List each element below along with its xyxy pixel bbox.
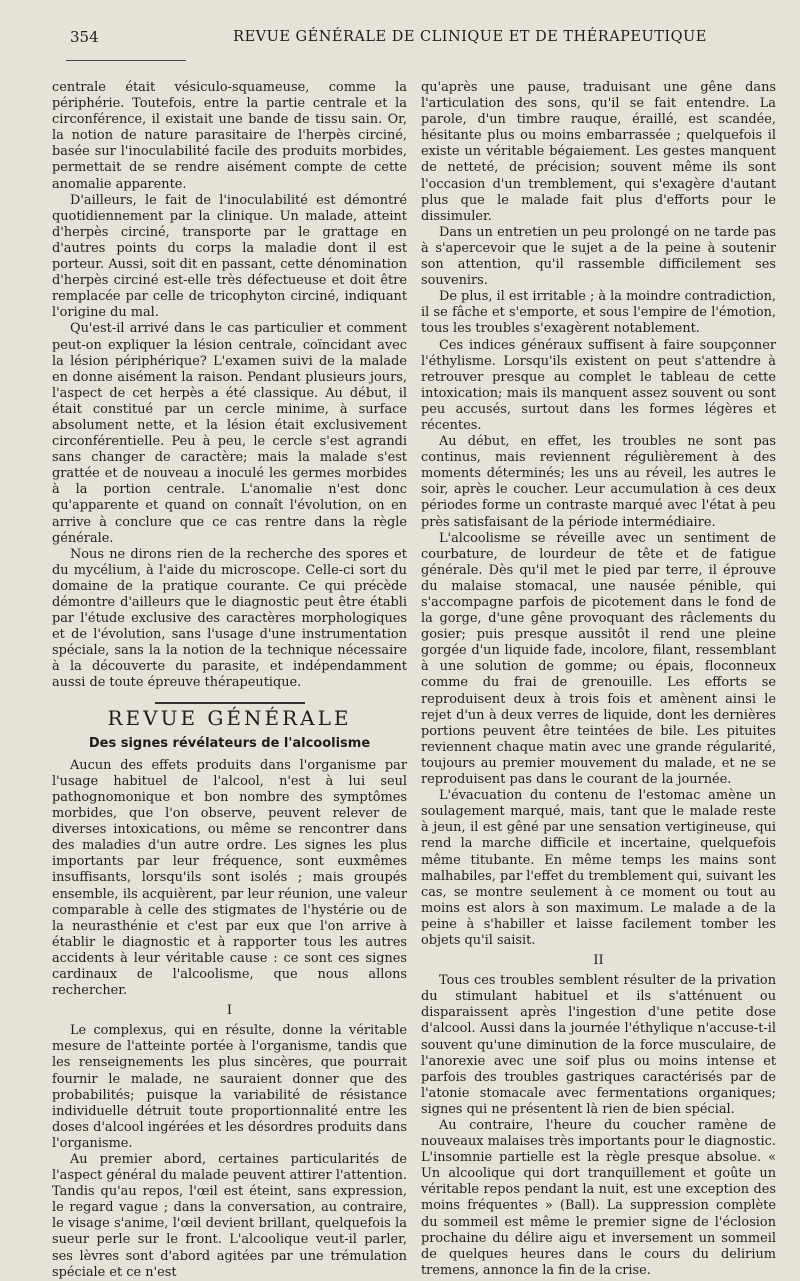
paragraph: Au premier abord, certaines particularités de l'aspect général du malade peuvent attirer l'attention. Tandis qu'au repos, l'œil est éteint, sans expression, le regard vague ; dans la conversation, au contraire, le visage s'anime, l'œil devient brillant, quelquefois la sueur perle sur le front. L'alcoolique veut-il parler, ses lèvres sont d'abord agitées par une trémulation spéciale et ce n'est: [52, 1152, 407, 1280]
paragraph: L'évacuation du contenu de l'estomac amène un soulagement marqué, mais, tant que le malade reste à jeun, il est gêné par une sensation vertigineuse, qui rend la marche difficile et incertaine, quelquefois même titubante. En même temps les mains sont malhabiles, par l'effet du tremblement qui, suivant les cas, se montre seulement à ce moment ou tout au moins est alors à son maximum. Le malade a de la peine à s'habiller et laisse facilement tomber les objets qu'il saisit.: [421, 788, 776, 948]
right-column: [421, 80, 776, 1278]
page-number: 354: [70, 28, 99, 46]
paragraph: qu'après une pause, traduisant une gêne dans l'articulation des sons, qu'il se fait entendre. La parole, d'un timbre rauque, éraillé, est scandée, hésitante plus ou moins embarrassée ; quelquefois il existe un véritable bégaiement. Les gestes manquent de netteté, de précision; souvent même ils sont l'occasion d'un tremblement, qui s'exagère d'autant plus que le malade fait plus d'efforts pour le dissimuler.: [421, 80, 776, 224]
text-columns: [52, 80, 776, 1280]
paragraph: Le complexus, qui en résulte, donne la véritable mesure de l'atteinte portée à l'organisme, tandis que les renseignements les plus sincères, que pourrait fournir le malade, ne sauraient donner que des probabilités; puisque la variabilité de résistance individuelle détruit toute proportionnalité entre les doses d'alcool ingérées et les désordres produits dans l'organisme.: [52, 1023, 407, 1151]
section-divider: [155, 702, 305, 704]
page-header: [52, 26, 778, 52]
paragraph: centrale était vésiculo-squameuse, comme la périphérie. Toutefois, entre la partie centrale et la circonférence, il existait une bande de tissu sain. Or, la notion de nature parasitaire de l'herpès circiné, basée sur l'inoculabilité facile des produits morbides, permettait de se rendre aisément compte de cette anomalie apparente.: [52, 80, 407, 192]
paragraph: Tous ces troubles semblent résulter de la privation du stimulant habituel et ils s'atténuent ou disparaissent après l'ingestion d'une petite dose d'alcool. Aussi dans la journée l'éthylique n'accuse-t-il souvent qu'une diminution de la force musculaire, de l'anorexie avec une soif plus ou moins intense et parfois des troubles gastriques caractérisés par de l'atonie stomacale avec fermentations organiques; signes qui ne présentent là rien de bien spécial.: [421, 973, 776, 1117]
header-rule: [66, 60, 186, 61]
paragraph: De plus, il est irritable ; à la moindre contradiction, il se fâche et s'emporte, et sous l'empire de l'émotion, tous les troubles s'exagèrent notablement.: [421, 289, 776, 337]
paragraph: D'ailleurs, le fait de l'inoculabilité est démontré quotidiennement par la clinique. Un malade, atteint d'herpès circiné, transporte par le grattage en d'autres points du corps la maladie dont il est porteur. Aussi, soit dit en passant, cette dénomination d'herpès circiné est-elle très défectueuse et doit être remplacée par celle de tricophyton circiné, indiquant l'origine du mal.: [52, 192, 407, 321]
section-numeral: I: [226, 1003, 233, 1019]
paragraph: Au début, en effet, les troubles ne sont pas continus, mais reviennent régulièrement à des moments déterminés; les uns au réveil, les autres le soir, après le coucher. Leur accumulation à ces deux périodes forme un contraste marqué avec l'état à peu près satisfaisant de la période intermédiaire.: [421, 434, 776, 530]
paragraph: L'alcoolisme se réveille avec un sentiment de courbature, de lourdeur de tête et de fatigue générale. Dès qu'il met le pied par terre, il éprouve du malaise stomacal, une nausée pénible, qui s'accompagne parfois de picotement dans le fond de la gorge, d'une gêne provoquant des râclements du gosier; puis presque aussitôt il rend une pleine gorgée d'un liquide fade, incolore, filant, ressemblant à une solution de gomme; ou épais, floconneux comme du frai de grenouille. Les efforts se reproduisent deux à trois fois et amènent ainsi le rejet d'un à deux verres de liquide, dont les dernières portions peuvent être teintées de bile. Les pituites reviennent chaque matin avec une grande régularité, toujours au premier mouvement du malade, et ne se reproduisent pas dans le courant de la journée.: [421, 530, 776, 788]
section-numeral: II: [593, 953, 604, 969]
paragraph: Qu'est-il arrivé dans le cas particulier et comment peut-on expliquer la lésion centrale, coïncidant avec la lésion périphérique? L'examen suivi de la malade en donne aisément la raison. Pendant plusieurs jours, l'aspect de cet herpès a été classique. Au début, il était constitué par un cercle minime, à surface absolument nette, et la lésion était exclusivement circonférentielle. Peu à peu, le cercle s'est agrandi sans changer de caractère; mais la malade s'est grattée et de nouveau a inoculé les germes morbides à la portion centrale. L'anomalie n'est donc qu'apparente et quand on connaît l'évolution, on en arrive à conclure que ce cas rentre dans la règle générale.: [52, 321, 407, 546]
article-subtitle: Des signes révélateurs de l'alcoolisme: [88, 735, 371, 751]
paragraph: Aucun des effets produits dans l'organisme par l'usage habituel de l'alcool, n'est à lui seul pathognomonique et bon nombre des symptômes morbides, que l'on observe, peuvent relever de diverses intoxications, ou même se rencontrer dans des maladies d'un autre ordre. Les signes les plus importants par leur fréquence, sont euxmêmes insuffisants, lorsqu'ils sont isolés ; mais groupés ensemble, ils acquièrent, par leur réunion, une valeur comparable à celle des stigmates de l'hystérie ou de la neurasthénie et c'est par eux que l'on arrive à établir le diagnostic et à rapporter tous les autres accidents à leur véritable cause : ce sont ces signes cardinaux de l'alcoolisme, que nous allons rechercher.: [52, 757, 407, 999]
paragraph: Ces indices généraux suffisent à faire soupçonner l'éthylisme. Lorsqu'ils existent on peut s'attendre à retrouver presque au complet le tableau de cette intoxication; mais ils manquent assez souvent ou sont peu accusés, surtout dans les formes légères et récentes.: [421, 337, 776, 433]
section-title: REVUE GÉNÉRALE: [107, 705, 352, 730]
paragraph: Nous ne dirons rien de la recherche des spores et du mycélium, à l'aide du microscope. Celle-ci sort du domaine de la pratique courante. Ce qui précède démontre d'ailleurs que le diagnostic peut être établi par l'étude exclusive des caractères morphologiques et de l'évolution, sans l'usage d'une instrumentation spéciale, sans la la notion de la technique nécessaire à la découverte du parasite, et indépendamment aussi de toute épreuve thérapeutique.: [52, 546, 407, 691]
running-title: REVUE GÉNÉRALE DE CLINIQUE ET DE THÉRAPEUTIQUE: [233, 29, 707, 45]
left-column: [52, 80, 407, 1280]
paragraph: Dans un entretien un peu prolongé on ne tarde pas à s'apercevoir que le sujet a de la peine à soutenir son attention, qu'il rassemble difficilement ses souvenirs.: [421, 224, 776, 289]
paragraph: Au contraire, l'heure du coucher ramène de nouveaux malaises très importants pour le diagnostic. L'insomnie partielle est la règle presque absolue. « Un alcoolique qui dort tranquillement et goûte un véritable repos pendant la nuit, est une exception des moins fréquentes » (Ball). La suppression complète du sommeil est même le premier signe de l'éclosion prochaine du délire aigu et inversement un sommeil de quelques heures dans le cours du delirium tremens, annonce la fin de la crise.: [421, 1118, 776, 1278]
